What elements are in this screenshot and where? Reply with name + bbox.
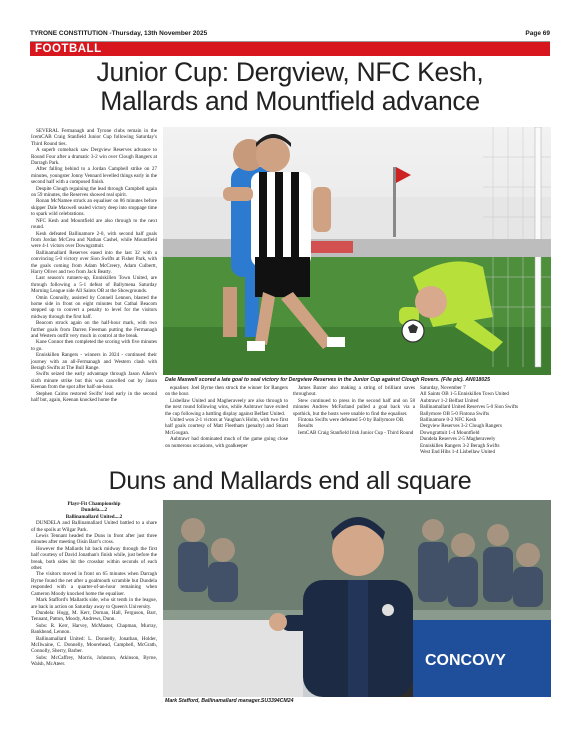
paragraph: Lewis Tennant headed the Duns in front after just three minutes after meeting Oisin Barr's cross. [31, 533, 157, 546]
paragraph: IemCAB Craig Stanfield Irish Junior Cup - Third Round [298, 429, 414, 436]
manager-photo-illustration [163, 500, 551, 697]
result-item: Ballinamallard United Reserves 5-0 Sion Swifts [420, 404, 519, 411]
paragraph: James Baxter also making a string of brilliant saves throughout. [293, 385, 415, 398]
paragraph: SEVERAL Fermanagh and Tyrone clubs remain in the IcemCAB Craig Stanfield Junior Cup following Saturday's Third Round ties. [31, 128, 157, 147]
banner-text: CONCOVY [425, 652, 506, 669]
result-item: Aubtrawr 1-2 Belfast United [420, 397, 479, 404]
results-heading: Results [298, 423, 314, 430]
photo-caption-2: Mark Stafford, Ballinamallard manager.SU3394CM24 [165, 698, 294, 704]
score-line-away: Ballinamallard United....2 [65, 513, 123, 520]
paragraph: Last season's runners-up, Enniskillen Town United, are through following a 5-1 defeat of Ballymena Saturday Morning League side All Saints OB at the Showgrounds. [31, 275, 157, 295]
paragraph: Beacom struck again on the half-hour mark, with two further goals from Darren Freeman putting the Fermanagh and Western outfit very much in control at the break. [31, 320, 157, 339]
story2-column [31, 501, 157, 668]
manager-photo [163, 500, 551, 697]
publication-date: TYRONE CONSTITUTION -Thursday, 13th November 2025 [30, 30, 208, 37]
result-item: Dergview Reserves 3-2 Clough Rangers [420, 423, 502, 430]
result-item: All Saints OB 1-5 Enniskillen Town United [420, 391, 509, 398]
paragraph: Aubtrawr had dominated much of the game going close on numerous occasions, with goalkeeper [165, 436, 288, 449]
paragraph: Stew continued to press in the second half and on 58 minutes Andrew McFarland pulled a goal back via a spothick, but the hosts were unable to find the equaliser. [293, 397, 415, 417]
paragraph: Dundela: Hogg, M. Kerr, Dornan, Hall, Ferguson, Barr, Tennant, Patton, Moody, Andrews, Dunn. [31, 609, 157, 623]
paragraph: Stephen Cairns restored Swifts' lead early in the second half but, again, Keenan knocked home the [31, 390, 157, 404]
result-item: Enniskillen Rangers 3-2 Beragh Swifts [420, 442, 500, 449]
publication-header [30, 29, 550, 42]
result-item: West End Hibs 1-4 Lisbellaw United [420, 449, 495, 456]
paragraph: A superb comeback saw Dergview Reserves advance to Round Four after a dramatic 3-2 win over Clough Rangers at Darragh Park. [31, 147, 157, 167]
paragraph: Enniskillen Rangers - winners in 2024 - continued their journey with an all-Fermanagh and Western clash with Beragh Swifts at The Bull Range. [31, 352, 157, 372]
match-photo [163, 127, 551, 375]
paragraph: Lisbellaw United and Magheraveely are also through to the next round following wins, while Aubtrawr have exited the cup following a battling display against Belfast United. [165, 397, 288, 417]
result-item: Ballinamore 0-2 NFC Kesh [420, 417, 477, 424]
paragraph: Despite Clough regaining the lead through Campbell again on 59 minutes, the Reserves showed real spirit. [31, 185, 157, 199]
result-item: Downgrattuit 1-4 Mountfield [420, 429, 480, 436]
paragraph: Kesh defeated Ballinamore 2-0, with second half goals from Jordan McCrea and Nathan Cashel, while Mountfield were 4-1 victors over Downgrattuit. [31, 230, 157, 250]
paragraph: Mark Stafford's Mallards side, who sit tenth in the league, are back in action on Saturday away to Queen's University. [31, 597, 157, 610]
paragraph: Omin Connolly, assisted by Connell Lennon, blasted the home side in front on eight minutes but Cathal Beacom stepped up to convert a penalty to level for the visitors midway through the first half. [31, 294, 157, 320]
paragraph: The visitors moved in front on 65 minutes when Darragh Byrne found the net after a goalmouth scramble but Dundela responded with a quarter-of-an-hour remaining when Cameron Moody knocked home the equaliser. [31, 571, 157, 597]
paragraph: Ballinamallard Reserves eased into the last 32 with a convincing 5-0 victory over Sion Swifts at Fisher Park, with the goals coming from Adam McCreery, Adam Culbertt, Harry Oliver and two from Jack Beatty. [31, 249, 157, 275]
page-number: Page 69 [525, 30, 550, 37]
headline-line-1: Junior Cup: Dergview, NFC Kesh, [96, 57, 484, 87]
paragraph: After falling behind to a Jordan Campbell strike on 27 minutes, youngster Jonny Vennard levelled things early in the second half with a composed finish. [31, 166, 157, 186]
paragraph: Fintona Swifts were defeated 5-0 by Ballymore OB. [298, 417, 405, 424]
result-item: Dundela Reserves 2-5 Magheraveely [420, 436, 496, 443]
story1-column-2 [165, 385, 288, 449]
result-item: Saturday, November 7 [420, 385, 466, 391]
paragraph: Subs: R. Kerr, Harvey, McMaster, Chapman, Murray, Bankhead, Lennon. [31, 622, 157, 636]
photo-caption-1: Dale Maxwell scored a late goal to seal victory for Dergview Reserves in the Junior Cup against Clough Rovers. (File pic). AN018025 [165, 377, 490, 383]
paragraph: NFC Kesh and Mountfield are also through to the next round. [31, 217, 157, 231]
paragraph: Ronan McNamee struck an equaliser on 86 minutes before skipper Dale Maxwell sealed victory deep into stoppage time to spark wild celebrations. [31, 198, 157, 218]
paragraph: However the Mallards hit back midway through the first half courtesy of David Jonathan's finish while, just before the break, both sides hit the crossbar within seconds of each other. [31, 545, 157, 572]
story1-column-1 [31, 128, 157, 403]
paragraph: United won 2-1 victors at Vaughan's Holm, with two first half goals courtesy of Matt Fleetham (penalty) and Stuart McGougan. [165, 417, 288, 436]
paragraph: equaliser. Joel Byrne then struck the winner for Rangers on the hour. [165, 385, 288, 398]
section-label: FOOTBALL [30, 42, 550, 56]
paragraph: Subs: McCaffrey, Morris, Johnston, Atkinson, Byrne, Walsh, McAteer. [31, 654, 157, 668]
match-photo-illustration [163, 127, 551, 375]
paragraph: Kane Connor then completed the scoring with five minutes to go. [31, 339, 157, 352]
headline-duns-mallards: Duns and Mallards end all square [108, 467, 472, 495]
paragraph: DUNDELA and Ballinamallard United battled to a share of the spoils at Wilgar Park. [31, 520, 157, 533]
paragraph: Swifts seized the early advantage through Jason Aiken's sixth minute strike but this was cancelled out by Jason Keenan from the spot after half-an-hour. [31, 371, 157, 391]
headline-junior-cup [30, 58, 550, 116]
score-line-home: Dundela....2 [80, 507, 108, 514]
results-list [420, 385, 550, 455]
story1-column-3 [293, 385, 415, 436]
headline-line-2: Mallards and Mountfield advance [100, 86, 480, 116]
paragraph: Ballinamallard United: L. Donnelly, Jonathan, Holder, McIlwaine, C. Donnelly, Moorehead, Campbell, McGrath, Connolly, Sherry, Barber. [31, 635, 157, 655]
subhead: Playr-Fit Championship [67, 501, 121, 507]
result-item: Ballymore OB 5-0 Fintona Swifts [420, 410, 490, 417]
